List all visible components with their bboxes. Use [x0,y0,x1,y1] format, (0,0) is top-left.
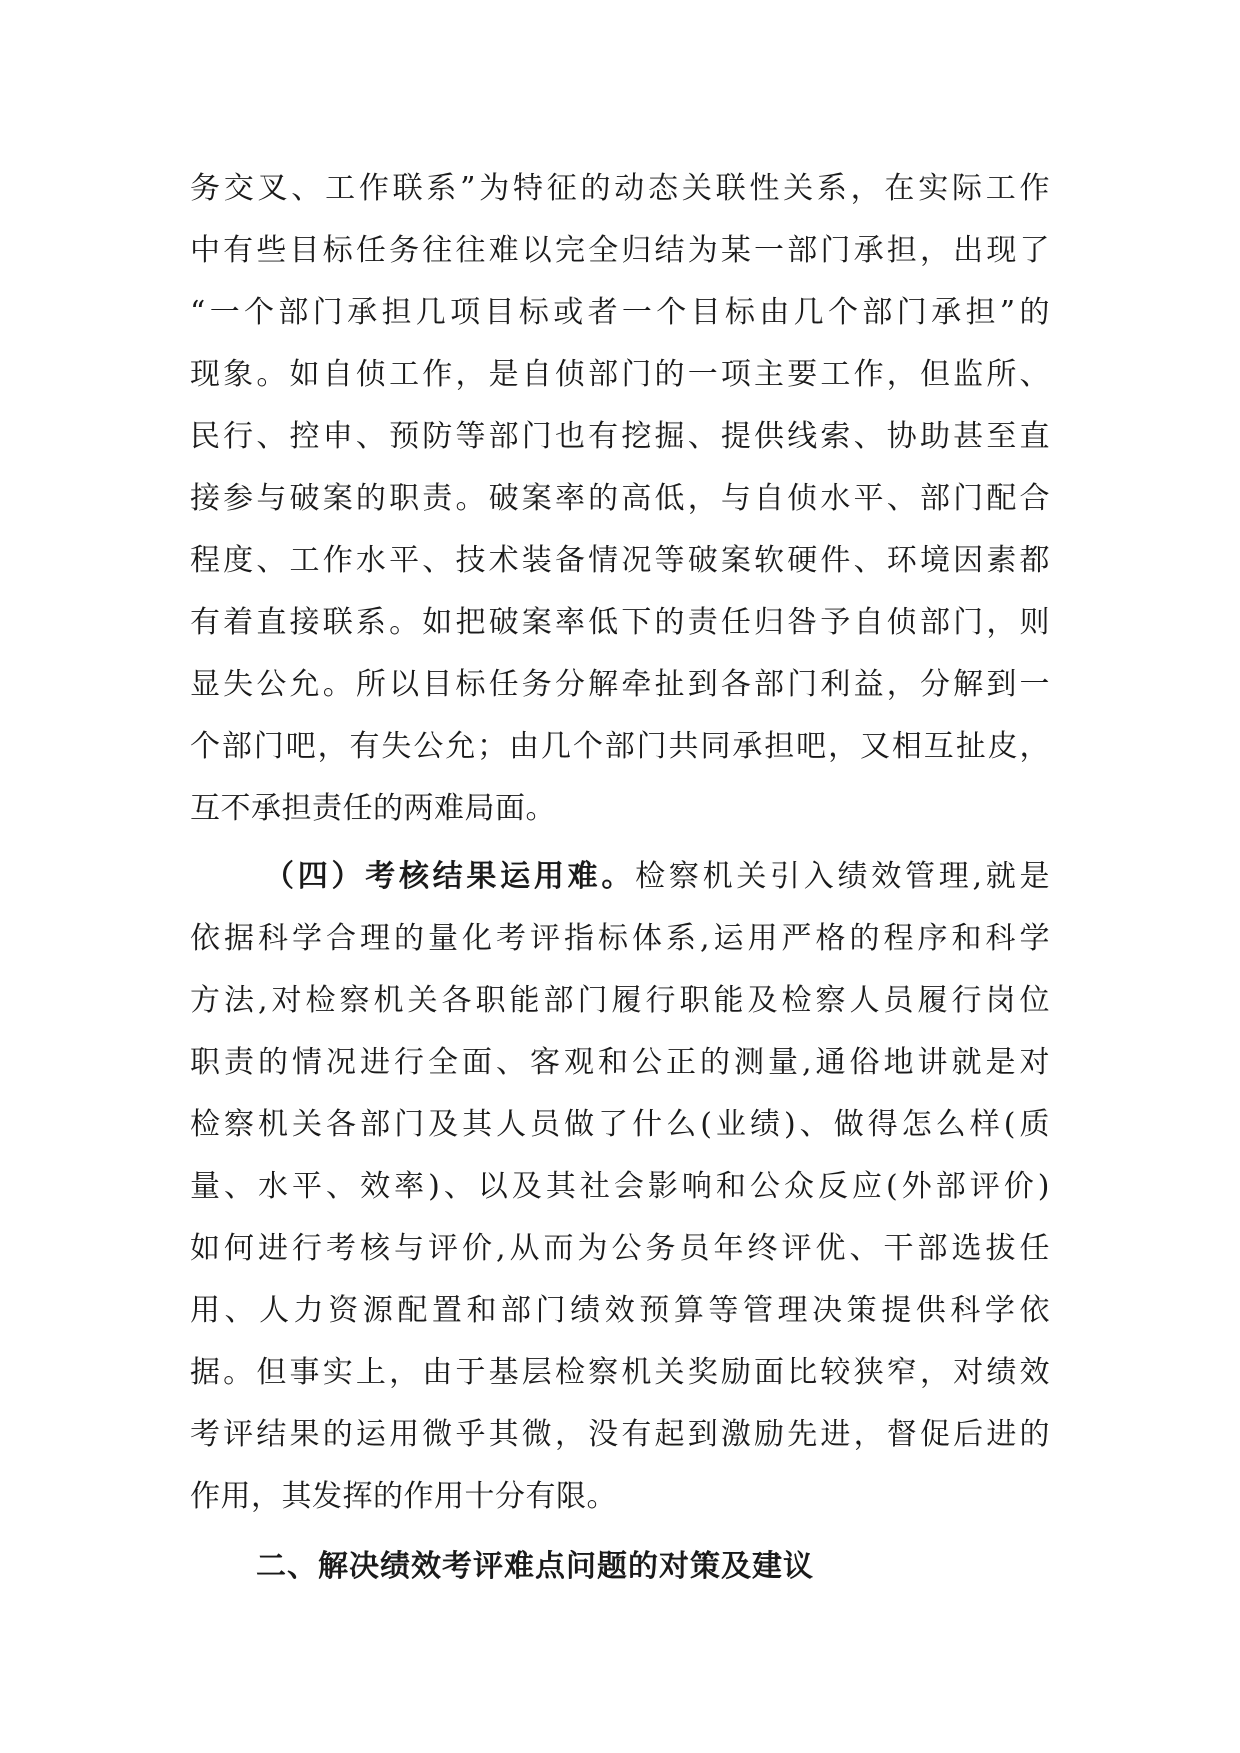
paragraph-line: 民行、控申、预防等部门也有挖掘、提供线索、协助甚至直 [190,419,1050,454]
section-heading: 二、解决绩效考评难点问题的对策及建议 [256,1549,814,1584]
paragraph-line: 用、人力资源配置和部门绩效预算等管理决策提供科学依 [190,1293,1050,1328]
paragraph-line: 程度、工作水平、技术装备情况等破案软硬件、环境因素都 [190,543,1050,578]
paragraph-line: 如何进行考核与评价,从而为公务员年终评优、干部选拔任 [190,1231,1050,1266]
paragraph-line: 方法,对检察机关各职能部门履行职能及检察人员履行岗位 [190,983,1050,1018]
paragraph-line: 现象。如自侦工作，是自侦部门的一项主要工作，但监所、 [190,357,1050,392]
paragraph-line: 有着直接联系。如把破案率低下的责任归咎予自侦部门，则 [190,605,1050,640]
document-page [190,158,1050,1598]
paragraph-line: 依据科学合理的量化考评指标体系,运用严格的程序和科学 [190,921,1050,956]
paragraph-1 [190,158,1050,840]
paragraph-line: “一个部门承担几项目标或者一个目标由几个部门承担”的 [190,295,1050,330]
paragraph-first-line [190,846,1050,908]
paragraph-line: 中有些目标任务往往难以完全归结为某一部门承担，出现了 [190,233,1050,268]
paragraph-2 [190,846,1050,1528]
paragraph-first-line-text: 检察机关引入绩效管理,就是 [635,859,1050,894]
paragraph-line: 显失公允。所以目标任务分解牵扯到各部门利益，分解到一 [190,667,1050,702]
paragraph-line: 接参与破案的职责。破案率的高低，与自侦水平、部门配合 [190,481,1050,516]
paragraph-line: 作用，其发挥的作用十分有限。 [190,1479,617,1514]
paragraph-line: 量、水平、效率)、以及其社会影响和公众反应(外部评价) [190,1169,1050,1204]
paragraph-line: 考评结果的运用微乎其微，没有起到激励先进，督促后进的 [190,1417,1050,1452]
paragraph-line: 职责的情况进行全面、客观和公正的测量,通俗地讲就是对 [190,1045,1050,1080]
paragraph-line: 据。但事实上，由于基层检察机关奖励面比较狭窄，对绩效 [190,1355,1050,1390]
paragraph-line: 务交叉、工作联系”为特征的动态关联性关系，在实际工作 [190,171,1050,206]
subsection-title: （四）考核结果运用难。 [264,859,636,894]
paragraph-line: 检察机关各部门及其人员做了什么(业绩)、做得怎么样(质 [190,1107,1050,1142]
paragraph-line: 互不承担责任的两难局面。 [190,791,556,826]
paragraph-line: 个部门吧，有失公允；由几个部门共同承担吧，又相互扯皮， [190,729,1050,764]
